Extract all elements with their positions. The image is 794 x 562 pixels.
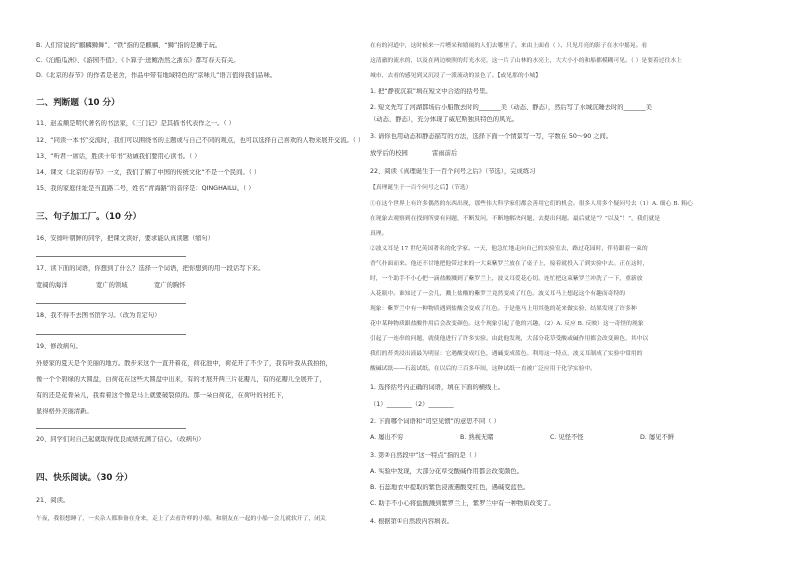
judge-item-11: 11、赵孟頫是明代著名的书法家，《三门记》是其描书代表作之一。（ ） [36, 120, 235, 127]
q21-passage-start: 午夜，我很想睡了，一夹杂人都准备在身来，走上了去看许样的小船，和朋友在一起的小船一会儿就软开了，闭关 [36, 516, 326, 522]
section3-title: 三、句子加工厂。（10 分） [36, 212, 142, 222]
left-column [36, 0, 396, 562]
answer-line-16[interactable] [36, 256, 186, 257]
passage-title: 【真理诞生于一百个问号之后】（节选） [370, 185, 472, 191]
r3-option-c[interactable]: C. 助手不小心将盐酸溅到紫罗兰上，紫罗兰中有一种物质改变了。 [370, 500, 555, 507]
q19-passage-line-3: 有的还是花骨朵儿，我看着这个像是马上就要破裂似的。那一朵白荷花，在荷叶的衬托下， [36, 392, 288, 399]
passage-line-4: ②波义耳是 17 世纪英国著名的化学家。一天，他急忙地走向自己的实验室去，路过花园时，伴侍跟着一束的 [370, 246, 648, 252]
r3-option-a[interactable]: A. 实验中发现，大部分花草受酸碱作用都会改变颜色。 [370, 468, 524, 475]
passage-line-3: 真理。 [370, 231, 388, 237]
question-22: 22、阅读《真理诞生于一百个问号之后》（节选），完成练习 [370, 168, 536, 175]
q3-choice-2: 雷雨前后 [432, 150, 458, 157]
reading-r1-blanks[interactable]: （1）________（2）________ [370, 401, 454, 408]
passage-line-2: 在现象去观察到在找到所要有问题，不断发问，不断地解决问题，去提出问题。最后就是“？”以及“！”，我们就是 [370, 216, 661, 222]
reading-q3: 3. 请你也用动态和静态描写的方法，选择下面一个情景写一写，字数在 50～90 之间。 [370, 133, 613, 140]
answer-line-18[interactable] [36, 334, 186, 335]
q19-passage-line-2: 像一个个碧绿的大圆盘，白荷花在这些大圆盘中出来，有的才展开两三片花瓣儿，有的花瓣儿全展开了， [36, 376, 326, 383]
passage-line-11: 我们的苔类浸出液最为明显：它遇酸变成红色，遇碱变成蓝色。利用这一特点，波义耳制成了实验中常用的 [370, 351, 643, 357]
q17-option-3: 宽广的胸怀 [154, 282, 186, 289]
passage-line-10: 引起了一连串的问题，就使他进行了许多实验。由此他发现，大部分花草受酸或碱作用都会改变颜色，其中以 [370, 336, 649, 342]
reading-line-2: 这清澈的流水的，以及在两边映照的灯光水亮，这一片了山林的水亮上，大大小小的和船都模糊可见。（ ）是要着过往水上 [370, 58, 682, 64]
q19-passage-line-4: 显得格外美丽清新。 [36, 408, 93, 415]
reading-line-1: 在有的河道中，这时候来一片嘈采和嬉闹的人们去哪里了。来由上面看（ ）、只见月亮的影子在水中摇晃。看 [370, 43, 648, 49]
reading-q2-cont: （动态、静态），充分体现了威尼斯独具特色的风光。 [370, 116, 518, 123]
reading-q2: 2. 短文先写了河湖都场后小船散去时的_______美（动态、静态），然后写了水城沉睡去时的_______美 [370, 104, 652, 111]
option-d: D.《北京的春节》的作者是老舍，作品中带有地域特色的“京味儿”语言值得我们品味。 [36, 72, 277, 79]
option-b: B. 人们常说的“麒麟狮舞”、“铁”指的是麒麟、“狮”指的是狮子玩。 [36, 42, 222, 49]
question-20: 20、同学们对自己起就取得优良成绩充满了信心。（改病句） [36, 436, 205, 443]
question-21: 21、阅读。 [36, 497, 70, 504]
r2-option-b[interactable]: B. 熟视无睹 [460, 434, 494, 441]
q17-option-2: 宽广的领域 [96, 282, 128, 289]
reading-r2: 2. 下面哪个词语和“司空见惯”的意思不同（ ） [370, 418, 500, 425]
option-c: C.《泊船瓜洲》、《游园不值》、《卜算子·送鲍浩然之浙东》都写春天有关。 [36, 57, 240, 64]
r3-option-b[interactable]: B. 石蕊地衣中提取的紫色浸液遇酸变红色，遇碱变蓝色。 [370, 484, 530, 491]
q17-option-1: 宽阔的海洋 [36, 282, 68, 289]
passage-line-5: 香气扑面而来。他还不甘地把他带过来的一大束紫罗兰放在了桌子上，接着就投入了到实验中去。正在这时， [370, 261, 649, 267]
section4-title: 四、快乐阅读。（30 分） [36, 473, 133, 483]
section2-title: 二、判断题（10 分） [36, 98, 120, 108]
q3-choice-1: 放学后的校园 [370, 150, 408, 157]
passage-line-7: 入花瓶中。谁知过了一会儿，溅上盐酸的紫罗兰竟然变成了红色。波义耳马上想起这个有趣而奇特的 [370, 291, 626, 297]
judge-item-14: 14、课文《北京的春节》一文，我们了解了中国的传统文化“不是一个民间。（ ） [36, 169, 261, 176]
r2-option-d[interactable]: D. 屡见不鲜 [640, 434, 675, 441]
question-19: 19、修改病句。 [36, 343, 82, 350]
reading-line-3: 城市，去看的感见到又沉浸了一派流动的景色了。【或见那的小城】 [370, 73, 542, 79]
reading-r3: 3. 第②自然段中“这一特点”指的是（ ） [370, 452, 481, 459]
r2-option-c[interactable]: C. 见怪不怪 [550, 434, 584, 441]
question-17: 17、读下面的词语，你想到了什么？选择一个词语，把你想到的用一段话写下来。 [36, 265, 265, 272]
reading-r4: 4. 根据第①自然段内容填表。 [370, 518, 453, 525]
answer-line-19[interactable] [36, 428, 186, 429]
passage-line-12: 酸碱试纸——石蕊试纸。在以后的三百多年间，这种试纸一直被广泛应用于化学实验中。 [370, 366, 597, 372]
question-16: 16、安排叶朝鲜的同学，把课文读好，要求能认真读题（缩句） [36, 235, 215, 242]
judge-item-12: 12、“同读一本书”交流时，我们可以围绕书的主题或与自己不同的观点，也可以选择自己喜欢的人物来展开交流。（ ） [36, 137, 365, 144]
q19-passage-line-1: 外婆家的夏天是个美丽的地方。散步来这个一直开着花，荷花池中，荷花开了不少了，我有叶我从我拍拍， [36, 360, 332, 367]
passage-line-6: 时，一个助手不小心把一滴盐酸溅到了紫罗兰上，波义耳爱花心切，连忙把这束紫罗兰冲洗了一下，重新放 [370, 276, 643, 282]
reading-q1: 1. 把“静夜沉寂”填在短文中合适的括号里。 [370, 88, 492, 95]
right-column [370, 0, 762, 562]
judge-item-15: 15、我的家庭住址是当直路二号，姓名“青海路”的音序是：QINGHAILU。（ ） [36, 185, 255, 192]
reading-r1: 1. 选择括号内正确的词语，填在下面的横线上。 [370, 384, 504, 391]
passage-line-1: ①在这个世界上有许多偶然的东西出现，那些伟大科学家们都会善用它们的机会。很多人用多个疑问号去（1）A. 细心 B. 粗心 [370, 201, 693, 207]
passage-line-9: 花中某种物质跟盐酸作用后会改变颜色。这个现象引起了他的兴趣。（2）A. 反应 B. 反映）这一奇怪的现象 [370, 321, 644, 327]
r2-option-a[interactable]: A. 屡出不穷 [370, 434, 404, 441]
judge-item-13: 13、“听君一席话，胜读十年书”劝诫我们要用心读书。（ ） [36, 153, 201, 160]
question-18: 18、我不得不去图书馆学习。（改为肯定句） [36, 312, 161, 319]
answer-line-17[interactable] [36, 303, 186, 304]
passage-line-8: 现象：紫罗兰中有一种物质遇到盐酸会变成了红色。于是他马上用其他的花来做实验，结果发现了许多种 [370, 306, 637, 312]
